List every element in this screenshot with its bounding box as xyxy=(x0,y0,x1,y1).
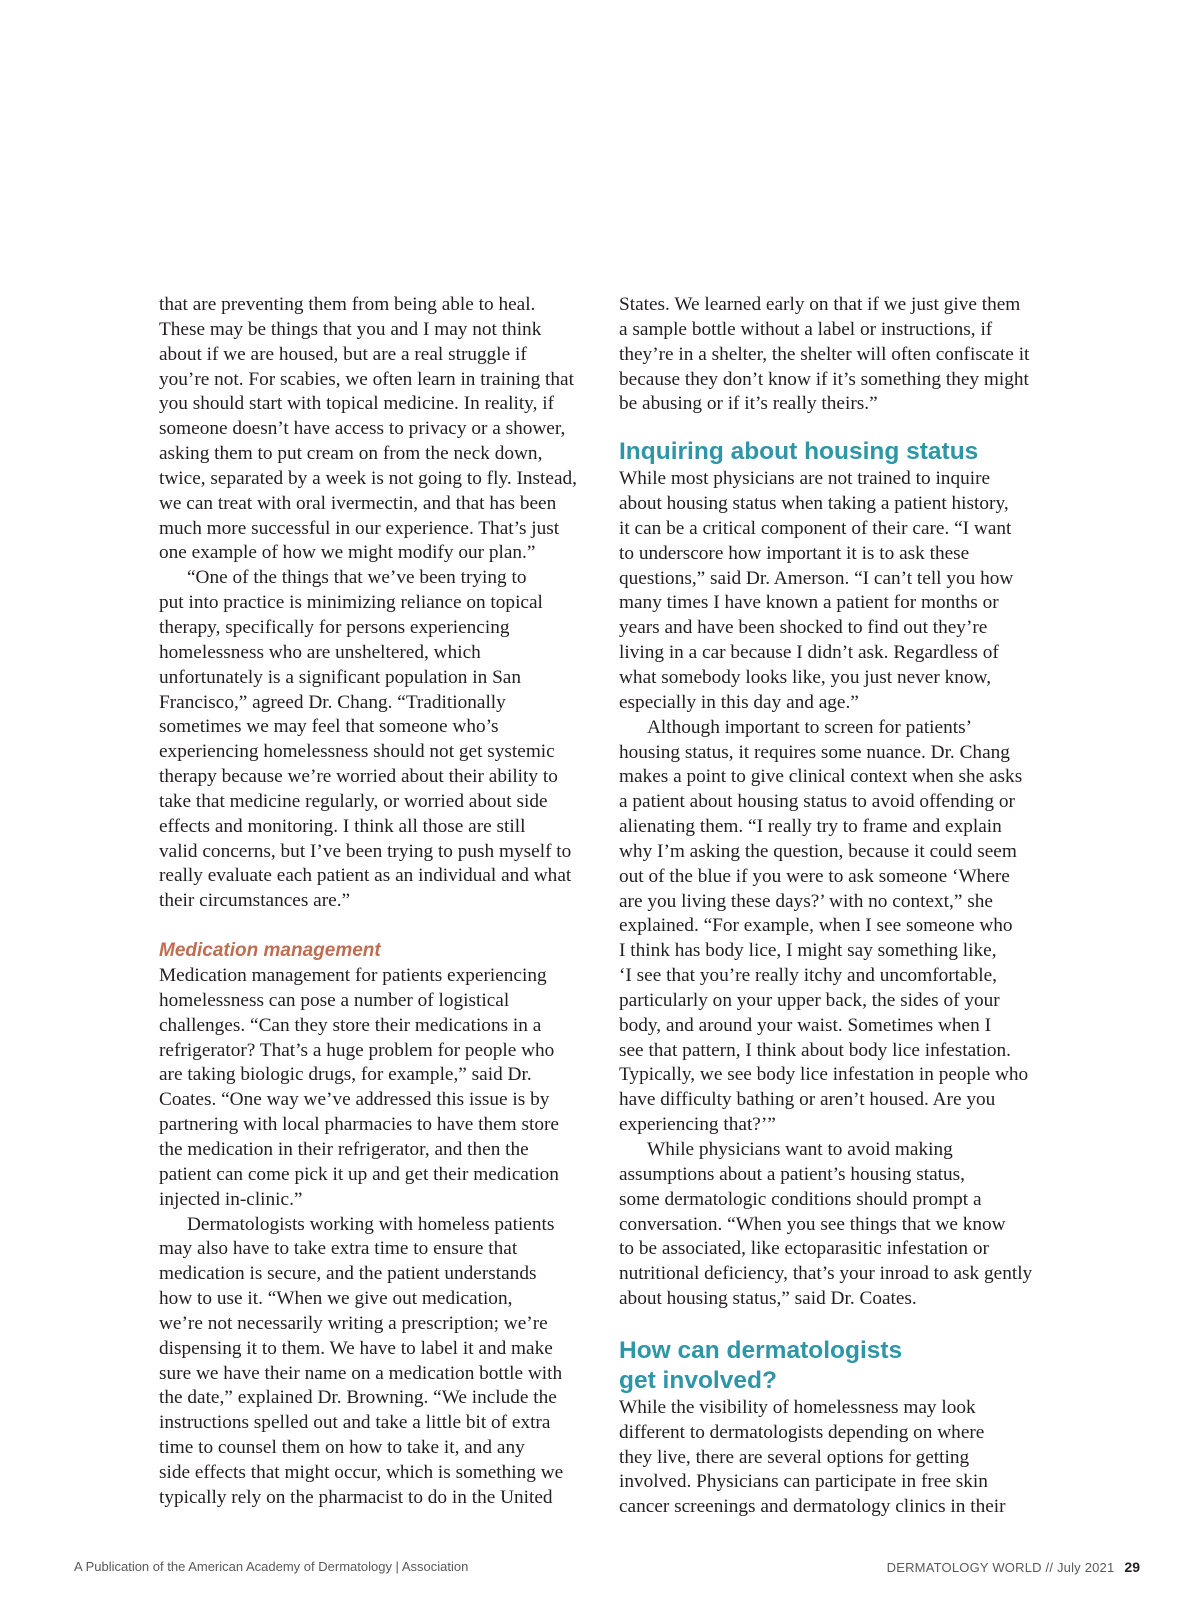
text-line: because they don’t know if it’s something they might xyxy=(619,368,1029,390)
text-line: housing status, it requires some nuance. Dr. Chang xyxy=(619,741,1010,763)
text-line: Typically, we see body lice infestation in people who xyxy=(619,1064,1029,1086)
text-line: they live, there are several options for getting xyxy=(619,1446,970,1468)
text-line: how to use it. “When we give out medication, xyxy=(159,1288,513,1310)
text-line: asking them to put cream on from the neck down, xyxy=(159,443,543,465)
section-heading-medication-management: Medication management xyxy=(159,940,381,962)
text-line: to underscore how important it is to ask these xyxy=(619,542,970,564)
left-column xyxy=(159,293,594,1511)
text-line: one example of how we might modify our plan.” xyxy=(159,542,536,564)
text-line: many times I have known a patient for months or xyxy=(619,592,999,614)
text-line: the date,” explained Dr. Browning. “We include the xyxy=(159,1387,557,1409)
text-line: be abusing or if it’s really theirs.” xyxy=(619,393,878,415)
text-line: Coates. “One way we’ve addressed this issue is by xyxy=(159,1089,550,1111)
page-number: 29 xyxy=(1124,1559,1140,1575)
paragraph xyxy=(619,1138,1059,1312)
section-heading-get-involved xyxy=(619,1336,1059,1396)
text-line: Francisco,” agreed Dr. Chang. “Traditionally xyxy=(159,691,506,713)
text-line: nutritional deficiency, that’s your inroad to ask gently xyxy=(619,1263,1033,1285)
text-line: experiencing homelessness should not get systemic xyxy=(159,741,555,763)
text-line: may also have to take extra time to ensure that xyxy=(159,1238,518,1260)
text-line: you should start with topical medicine. In reality, if xyxy=(159,393,554,415)
text-line: How can dermatologists xyxy=(619,1336,903,1364)
text-line: challenges. “Can they store their medications in a xyxy=(159,1014,542,1036)
text-line: their circumstances are.” xyxy=(159,890,351,912)
text-line: valid concerns, but I’ve been trying to push myself to xyxy=(159,840,572,862)
text-line: unfortunately is a significant population in San xyxy=(159,666,521,688)
text-line: Medication management for patients experiencing xyxy=(159,965,547,987)
paragraph xyxy=(159,566,594,914)
paragraph xyxy=(159,293,594,566)
text-line: conversation. “When you see things that we know xyxy=(619,1213,1006,1235)
paragraph xyxy=(619,293,1059,417)
text-line: instructions spelled out and take a little bit of extra xyxy=(159,1412,551,1434)
text-line: cancer screenings and dermatology clinics in their xyxy=(619,1496,1006,1518)
text-line: While most physicians are not trained to inquire xyxy=(619,468,991,490)
text-line: assumptions about a patient’s housing status, xyxy=(619,1163,965,1185)
text-line: therapy because we’re worried about their ability to xyxy=(159,766,558,788)
text-line: ‘I see that you’re really itchy and uncomfortable, xyxy=(619,965,997,987)
text-line: are you living these days?’ with no context,” she xyxy=(619,890,993,912)
text-line: about if we are housed, but are a real struggle if xyxy=(159,343,527,365)
text-line: sure we have their name on a medication bottle with xyxy=(159,1362,563,1384)
text-line: some dermatologic conditions should prompt a xyxy=(619,1188,982,1210)
text-line: are taking biologic drugs, for example,” said Dr. xyxy=(159,1064,532,1086)
text-line: out of the blue if you were to ask someone ‘Where xyxy=(619,865,1010,887)
footer-folio xyxy=(887,1559,1140,1576)
text-line: These may be things that you and I may not think xyxy=(159,318,542,340)
text-line: years and have been shocked to find out they’re xyxy=(619,617,988,639)
text-line: particularly on your upper back, the sides of your xyxy=(619,989,1000,1011)
text-line: that are preventing them from being able to heal. xyxy=(159,294,536,315)
text-line: see that pattern, I think about body lice infestation. xyxy=(619,1039,1011,1061)
text-line: someone doesn’t have access to privacy or a shower, xyxy=(159,418,566,440)
text-line: I think has body lice, I might say something like, xyxy=(619,940,997,962)
text-line: about housing status when taking a patient history, xyxy=(619,493,1009,515)
text-line: put into practice is minimizing reliance on topical xyxy=(159,592,543,614)
text-line: refrigerator? That’s a huge problem for people who xyxy=(159,1039,555,1061)
text-line: have difficulty bathing or aren’t housed. Are you xyxy=(619,1089,996,1111)
text-line: especially in this day and age.” xyxy=(619,691,859,713)
text-line: take that medicine regularly, or worried about side xyxy=(159,790,548,812)
text-line: therapy, specifically for persons experiencing xyxy=(159,616,510,638)
paragraph xyxy=(619,716,1059,1138)
text-line: different to dermatologists depending on where xyxy=(619,1421,985,1443)
text-line: typically rely on the pharmacist to do in the United xyxy=(159,1486,553,1508)
paragraph xyxy=(159,1213,594,1511)
text-line: homelessness who are unsheltered, which xyxy=(159,641,481,663)
text-line: a sample bottle without a label or instructions, if xyxy=(619,318,993,340)
footer-publisher: A Publication of the American Academy of Dermatology | Association xyxy=(74,1559,469,1574)
text-line: While the visibility of homelessness may look xyxy=(619,1396,976,1418)
text-line: living in a car because I didn’t ask. Regardless of xyxy=(619,642,999,664)
text-line: questions,” said Dr. Amerson. “I can’t tell you how xyxy=(619,567,1014,589)
text-line: explained. “For example, when I see someone who xyxy=(619,915,1013,937)
text-line: effects and monitoring. I think all those are still xyxy=(159,815,526,837)
text-line: we’re not necessarily writing a prescription; we’re xyxy=(159,1312,548,1334)
text-line: you’re not. For scabies, we often learn in training that xyxy=(159,368,574,390)
text-line: it can be a critical component of their care. “I want xyxy=(619,517,1012,539)
text-line: much more successful in our experience. That’s just xyxy=(159,517,560,539)
text-line: Dermatologists working with homeless patients xyxy=(187,1213,555,1235)
text-line: to be associated, like ectoparasitic infestation or xyxy=(619,1238,989,1260)
text-line: involved. Physicians can participate in free skin xyxy=(619,1471,988,1493)
text-line: partnering with local pharmacies to have them store xyxy=(159,1114,559,1136)
text-line: the medication in their refrigerator, and then the xyxy=(159,1139,529,1160)
text-line: get involved? xyxy=(619,1366,777,1394)
text-line: why I’m asking the question, because it could seem xyxy=(619,840,1017,862)
text-line: twice, separated by a week is not going to fly. Instead, xyxy=(159,467,577,489)
text-line: alienating them. “I really try to frame and explain xyxy=(619,816,1002,838)
text-line: Although important to screen for patients’ xyxy=(647,716,973,738)
text-line: we can treat with oral ivermectin, and that has been xyxy=(159,492,557,514)
text-line: time to counsel them on how to take it, and any xyxy=(159,1437,525,1459)
text-line: States. We learned early on that if we just give them xyxy=(619,294,1021,315)
text-line: a patient about housing status to avoid offending or xyxy=(619,791,1015,813)
text-line: dispensing it to them. We have to label it and make xyxy=(159,1337,553,1359)
text-line: “One of the things that we’ve been trying to xyxy=(187,567,527,589)
text-line: makes a point to give clinical context when she asks xyxy=(619,766,1023,788)
text-line: side effects that might occur, which is something we xyxy=(159,1461,564,1483)
paragraph xyxy=(619,467,1059,715)
text-line: what somebody looks like, you just never know, xyxy=(619,666,992,688)
paragraph xyxy=(159,964,594,1212)
text-line: really evaluate each patient as an individual and what xyxy=(159,865,572,887)
text-line: injected in-clinic.” xyxy=(159,1188,303,1210)
footer-publication-date: DERMATOLOGY WORLD // July 2021 xyxy=(886,1560,1115,1575)
text-line: While physicians want to avoid making xyxy=(647,1139,953,1160)
text-line: they’re in a shelter, the shelter will often confiscate it xyxy=(619,343,1030,365)
paragraph xyxy=(619,1396,1059,1520)
section-heading-housing-status: Inquiring about housing status xyxy=(619,438,979,466)
text-line: homelessness can pose a number of logistical xyxy=(159,989,510,1011)
text-line: experiencing that?’” xyxy=(619,1114,776,1136)
text-line: medication is secure, and the patient understands xyxy=(159,1263,537,1285)
text-line: about housing status,” said Dr. Coates. xyxy=(619,1288,917,1310)
text-line: sometimes we may feel that someone who’s xyxy=(159,716,499,738)
text-line: body, and around your waist. Sometimes when I xyxy=(619,1014,991,1036)
text-line: patient can come pick it up and get their medication xyxy=(159,1163,559,1185)
right-column xyxy=(619,293,1059,1520)
